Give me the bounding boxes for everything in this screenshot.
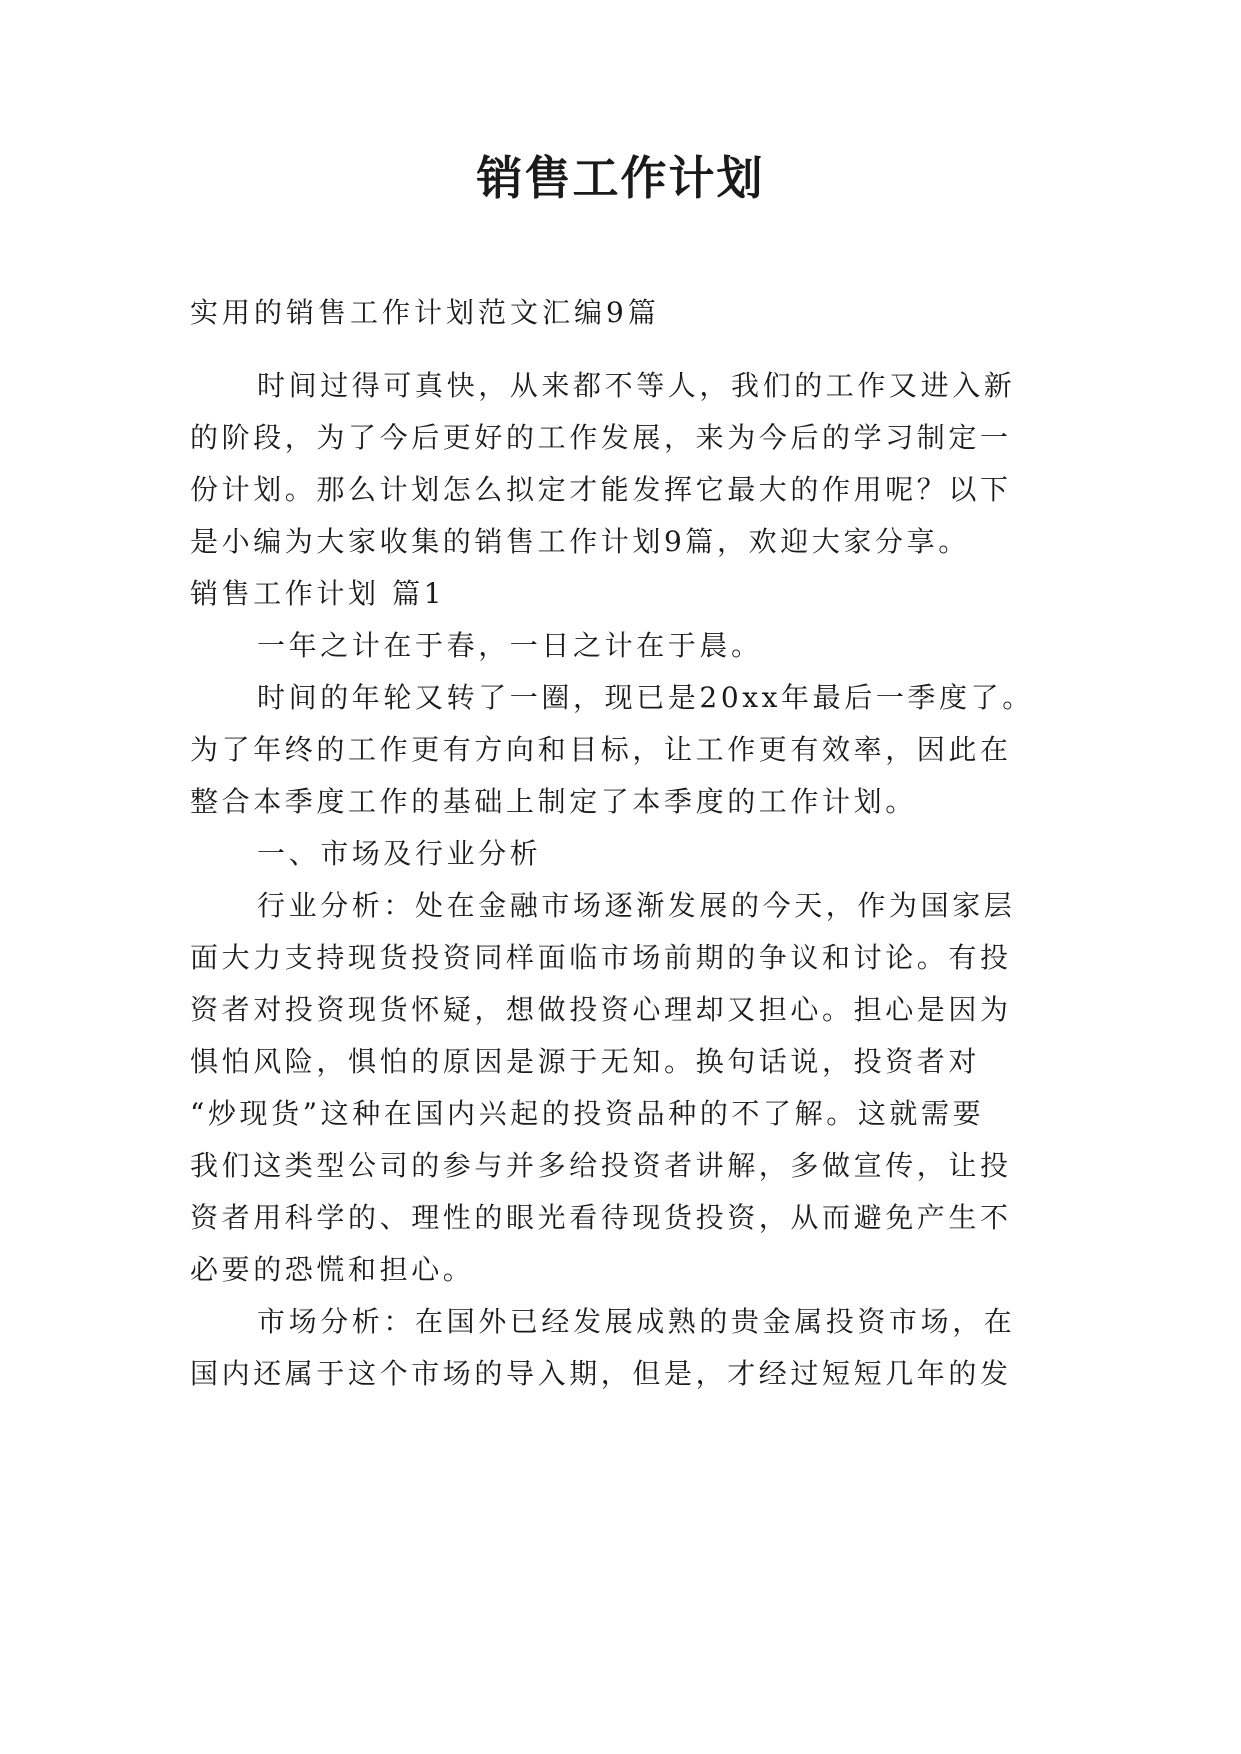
document-title: 销售工作计划 [476,151,765,205]
paragraph-line: 市场分析：在国外已经发展成熟的贵金属投资市场，在 [257,1305,1016,1338]
paragraph-line: “炒现货”这种在国内兴起的投资品种的不了解。这就需要 [190,1097,985,1130]
paragraph-line: 惧怕风险，惧怕的原因是源于无知。换句话说，投资者对 [190,1045,981,1078]
paragraph-line: 资者对投资现货怀疑，想做投资心理却又担心。担心是因为 [190,993,1012,1026]
paragraph-line: 面大力支持现货投资同样面临市场前期的争议和讨论。有投 [190,941,1012,974]
paragraph-line: 份计划。那么计划怎么拟定才能发挥它最大的作用呢？以下 [190,473,1012,506]
document-subtitle: 实用的销售工作计划范文汇编9篇 [190,296,660,329]
paragraph-line: 必要的恐慌和担心。 [190,1253,475,1286]
paragraph-line: 是小编为大家收集的销售工作计划9篇，欢迎大家分享。 [190,525,970,558]
paragraph-line: 整合本季度工作的基础上制定了本季度的工作计划。 [190,785,917,818]
paragraph-line: 为了年终的工作更有方向和目标，让工作更有效率，因此在 [190,733,1012,766]
subsection-heading: 一、市场及行业分析 [257,837,542,870]
section-heading: 销售工作计划 篇1 [190,577,446,610]
paragraph-line: 的阶段，为了今后更好的工作发展，来为今后的学习制定一 [190,421,1012,454]
paragraph-line: 时间过得可真快，从来都不等人，我们的工作又进入新 [257,369,1016,402]
paragraph-line: 国内还属于这个市场的导入期，但是，才经过短短几年的发 [190,1357,1012,1390]
paragraph-line: 我们这类型公司的参与并多给投资者讲解，多做宣传，让投 [190,1149,1012,1182]
paragraph-line: 资者用科学的、理性的眼光看待现货投资，从而避免产生不 [190,1201,1012,1234]
paragraph-line: 一年之计在于春，一日之计在于晨。 [257,629,763,662]
paragraph-line: 时间的年轮又转了一圈，现已是20xx年最后一季度了。 [257,681,1034,714]
paragraph-line: 行业分析：处在金融市场逐渐发展的今天，作为国家层 [257,889,1016,922]
